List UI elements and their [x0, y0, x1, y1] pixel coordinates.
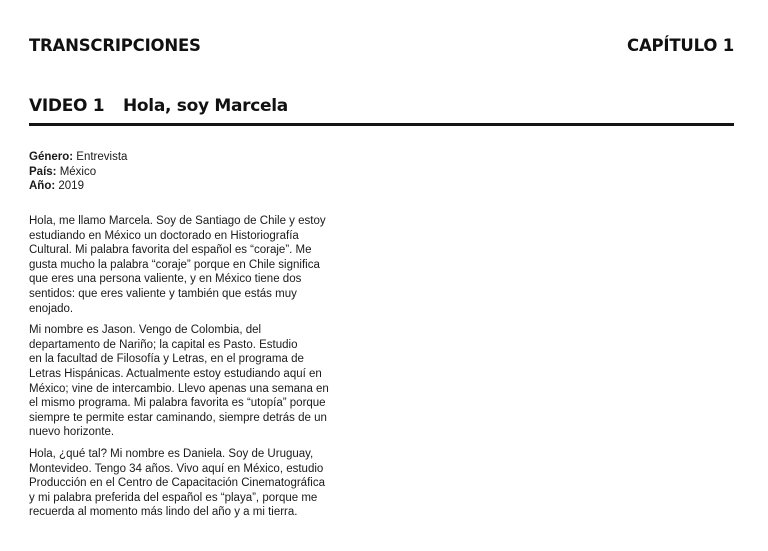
country-row	[29, 165, 127, 180]
page-header	[29, 36, 734, 55]
video-metadata	[29, 150, 127, 194]
video-number: VIDEO 1	[29, 96, 105, 116]
year-label: Año:	[29, 180, 56, 192]
genre-value: Entrevista	[76, 151, 128, 163]
chapter-label: CAPÍTULO 1	[627, 36, 734, 55]
transcript-body	[29, 214, 369, 527]
video-title: Hola, soy Marcela	[123, 96, 288, 116]
year-value: 2019	[58, 180, 84, 192]
transcript-paragraph: Hola, ¿qué tal? Mi nombre es Daniela. Soy de Uruguay, Montevideo. Tengo 34 años. Vivo aquí en México, estudio Producción en el Centro de Capacitación Cinematográfica y mi palabra preferida del español es “playa”, porque me recuerda al momento más lindo del año y a mi tierra.	[29, 447, 325, 519]
section-title: TRANSCRIPCIONES	[29, 36, 201, 55]
year-row	[29, 179, 127, 194]
genre-label: Género:	[29, 151, 74, 163]
video-heading	[29, 96, 288, 116]
transcript-paragraph: Mi nombre es Jason. Vengo de Colombia, del departamento de Nariño; la capital es Pasto. Estudio en la facultad de Filosofía y Letras, en el programa de Letras Hispánicas. Actualmente estoy estudiando aquí en México; vine de intercambio. Llevo apenas una semana en el mismo programa. Mi palabra favorita es “utopía” porque siempre te permite estar caminando, siempre detrás de un nuevo horizonte.	[29, 324, 329, 439]
country-value: México	[59, 165, 97, 178]
genre-row	[29, 150, 127, 165]
heading-divider	[29, 123, 734, 126]
transcript-paragraph: Hola, me llamo Marcela. Soy de Santiago de Chile y estoy estudiando en México un doctorado en Historiografía Cultural. Mi palabra favorita del español es “coraje”. Me gusta mucho la palabra “coraje” porque en Chile significa que eres una persona valiente, y en México tiene dos sentidos: que eres valiente y también que estás muy enojado.	[29, 215, 326, 315]
country-label: País:	[29, 165, 57, 178]
